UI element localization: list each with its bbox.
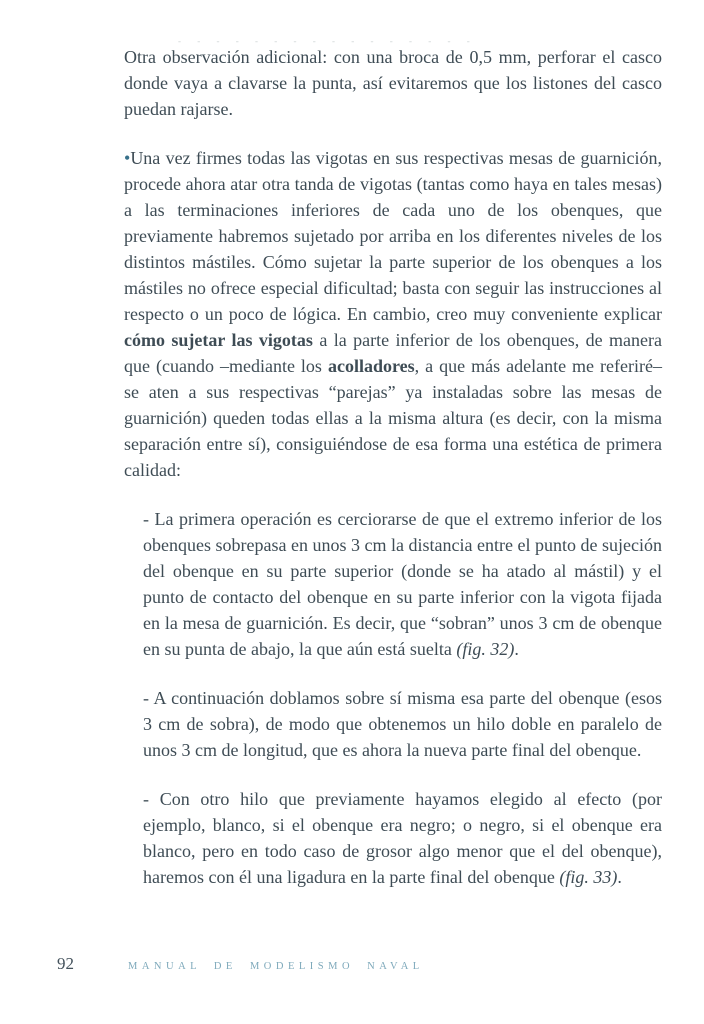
body-text: , a que más adelante me referiré– se aten a sus respectivas “parejas” ya instaladas sobre las mesas de guarnición) queden todas ellas a la misma altura (es decir, con la misma separación entre sí), consiguiéndose de esa forma una estética de primera calidad: — [124, 356, 662, 480]
page-number: 92 — [57, 954, 74, 973]
body-text: . — [617, 867, 622, 887]
sub-paragraph — [143, 786, 662, 890]
bold-text: acolladores — [327, 356, 415, 376]
text-column — [124, 44, 662, 890]
body-text: Otra observación adicional: con una broca de 0,5 mm, perforar el casco donde vaya a clavarse la punta, así evitaremos que los listones del casco puedan rajarse. — [124, 47, 662, 119]
paragraph — [124, 44, 662, 122]
figure-reference: (fig. 32) — [456, 639, 515, 659]
sub-paragraph — [143, 506, 662, 662]
body-text: . — [514, 639, 519, 659]
body-text: - A continuación doblamos sobre sí misma esa parte del obenque (esos 3 cm de sobra), de modo que obtenemos un hilo doble en paralelo de unos 3 cm de longitud, que es ahora la nueva parte final del obenque. — [143, 688, 662, 760]
book-title: MANUAL DE MODELISMO NAVAL — [128, 961, 424, 972]
page-footer — [57, 954, 424, 974]
body-text: Una vez firmes todas las vigotas en sus respectivas mesas de guarnición, procede ahora atar otra tanda de vigotas (tantas como haya en tales mesas) a las terminaciones inferiores de cada uno de los obenques, que previamente habremos sujetado por arriba en los diferentes niveles de los distintos mástiles. Cómo sujetar la parte superior de los obenques a los mástiles no ofrece especial dificultad; basta con seguir las instrucciones al respecto o un poco de lógica. En cambio, creo muy conveniente explicar — [124, 148, 662, 324]
cropped-line-artifact: - - - - - - - - - - - - - - - - — [178, 36, 477, 45]
body-text: - La primera operación es cerciorarse de que el extremo inferior de los obenques sobrepasa en unos 3 cm la distancia entre el punto de sujeción del obenque en su parte superior (donde se ha atado al mástil) y el punto de contacto del obenque en su parte inferior con la vigota fijada en la mesa de guarnición. Es decir, que “sobran” unos 3 cm de obenque en su punta de abajo, la que aún está suelta — [143, 509, 662, 659]
bold-text: cómo sujetar las vigotas — [124, 330, 313, 350]
bullet-marker: • — [124, 148, 131, 168]
body-text: a la parte inferior de los obenques, de manera que (cuando –mediante los — [124, 330, 663, 376]
figure-reference: (fig. 33) — [559, 867, 618, 887]
body-text: - Con otro hilo que previamente hayamos elegido al efecto (por ejemplo, blanco, si el obenque era negro; o negro, si el obenque era blanco, pero en todo caso de grosor algo menor que el del obenque), haremos con él una ligadura en la parte final del obenque — [143, 789, 662, 887]
paragraph — [124, 145, 662, 483]
sub-paragraph — [143, 685, 662, 763]
